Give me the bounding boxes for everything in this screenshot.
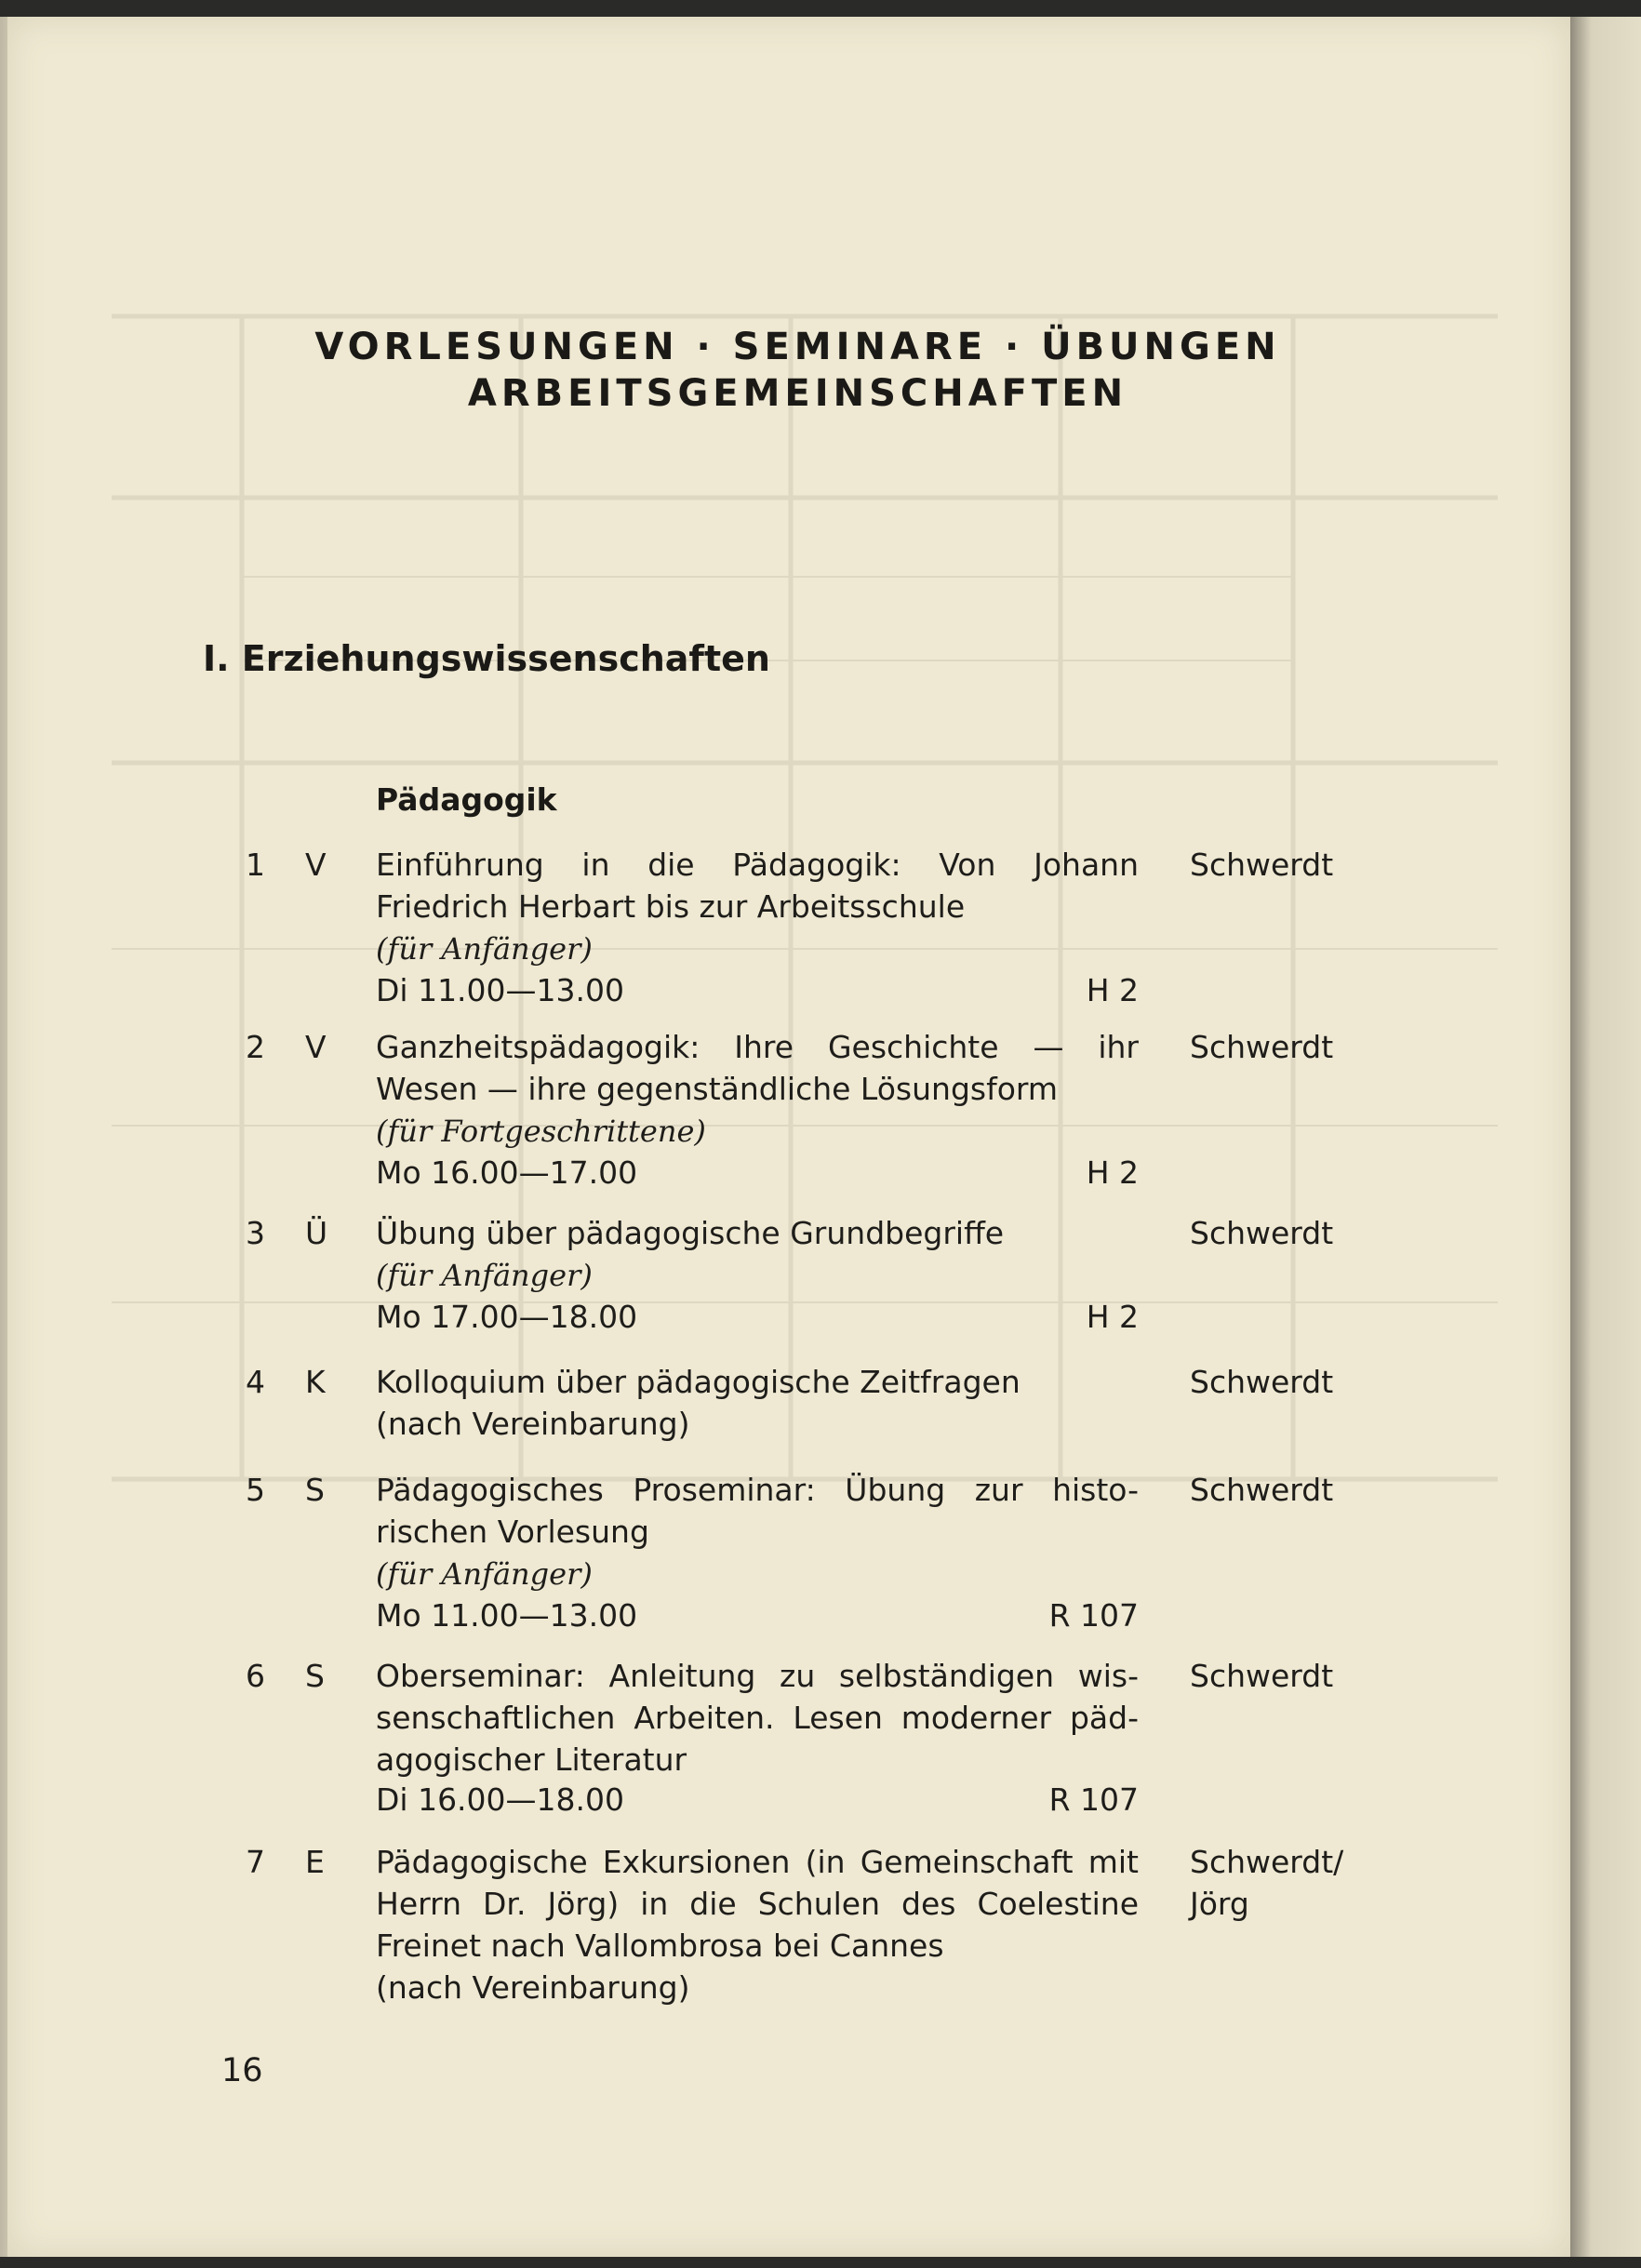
title-line-1: VORLESUNGEN · SEMINARE · ÜBUNGEN	[314, 326, 1281, 368]
course-teacher: Schwerdt	[1190, 1215, 1334, 1251]
course-number: 6	[246, 1658, 265, 1694]
course-teacher: Schwerdt/	[1190, 1844, 1344, 1880]
course-title-line: Wesen — ihre gegenständliche Lösungsform	[376, 1071, 1059, 1107]
section-heading: I. Erziehungswissenschaften	[203, 638, 770, 679]
course-room: H 2	[1086, 1154, 1139, 1191]
course-room: H 2	[1086, 1299, 1139, 1335]
course-teacher-2: Jörg	[1190, 1886, 1249, 1922]
course-note: (für Anfänger)	[376, 1258, 593, 1293]
course-note: (für Anfänger)	[376, 1556, 593, 1592]
course-type: K	[305, 1364, 326, 1400]
subsection-heading: Pädagogik	[376, 781, 557, 818]
course-teacher: Schwerdt	[1190, 1472, 1334, 1508]
course-type: S	[305, 1658, 325, 1694]
course-time: Mo 17.00—18.00	[376, 1299, 638, 1335]
course-title-line: (nach Vereinbarung)	[376, 1969, 690, 2006]
course-title-line: (nach Vereinbarung)	[376, 1406, 690, 1442]
course-number: 3	[246, 1215, 265, 1251]
course-title-line: Einführung in die Pädagogik: Von Johann	[376, 847, 1139, 883]
course-time: Di 11.00—13.00	[376, 972, 625, 1008]
course-title-line: Pädagogische Exkursionen (in Gemeinschaft mit	[376, 1844, 1139, 1880]
course-title-line: Herrn Dr. Jörg) in die Schulen des Coelestine	[376, 1886, 1139, 1922]
course-teacher: Schwerdt	[1190, 847, 1334, 883]
course-type: V	[305, 847, 327, 883]
course-note: (für Anfänger)	[376, 931, 593, 967]
course-title-line: Pädagogisches Proseminar: Übung zur histo-	[376, 1472, 1139, 1508]
course-time: Mo 11.00—13.00	[376, 1597, 638, 1634]
course-type: E	[305, 1844, 325, 1880]
course-type: S	[305, 1472, 325, 1508]
page-number: 16	[221, 2052, 263, 2089]
course-teacher: Schwerdt	[1190, 1364, 1334, 1400]
course-title-line: Kolloquium über pädagogische Zeitfragen	[376, 1364, 1021, 1400]
course-title-line: rischen Vorlesung	[376, 1514, 649, 1550]
course-teacher: Schwerdt	[1190, 1029, 1334, 1065]
course-room: R 107	[1048, 1781, 1139, 1818]
title-line-2: ARBEITSGEMEINSCHAFTEN	[467, 372, 1128, 415]
course-title-line: Freinet nach Vallombrosa bei Cannes	[376, 1928, 944, 1964]
course-number: 4	[246, 1364, 265, 1400]
course-number: 5	[246, 1472, 265, 1508]
course-note: (für Fortgeschrittene)	[376, 1114, 706, 1149]
course-title-line: Übung über pädagogische Grundbegriffe	[376, 1215, 1005, 1251]
course-type: Ü	[305, 1215, 328, 1251]
course-number: 2	[246, 1029, 265, 1065]
course-title-line: Friedrich Herbart bis zur Arbeitsschule	[376, 888, 966, 925]
course-teacher: Schwerdt	[1190, 1658, 1334, 1694]
course-number: 1	[246, 847, 265, 883]
course-room: R 107	[1048, 1597, 1139, 1634]
course-number: 7	[246, 1844, 265, 1880]
course-time: Di 16.00—18.00	[376, 1781, 625, 1818]
course-title-line: agogischer Literatur	[376, 1741, 687, 1778]
course-title-line: senschaftlichen Arbeiten. Lesen moderner päd-	[376, 1700, 1139, 1736]
course-title-line: Oberseminar: Anleitung zu selbständigen wis-	[376, 1658, 1139, 1694]
course-title-line: Ganzheitspädagogik: Ihre Geschichte — ihr	[376, 1029, 1139, 1065]
course-time: Mo 16.00—17.00	[376, 1154, 638, 1191]
course-room: H 2	[1086, 972, 1139, 1008]
course-type: V	[305, 1029, 327, 1065]
